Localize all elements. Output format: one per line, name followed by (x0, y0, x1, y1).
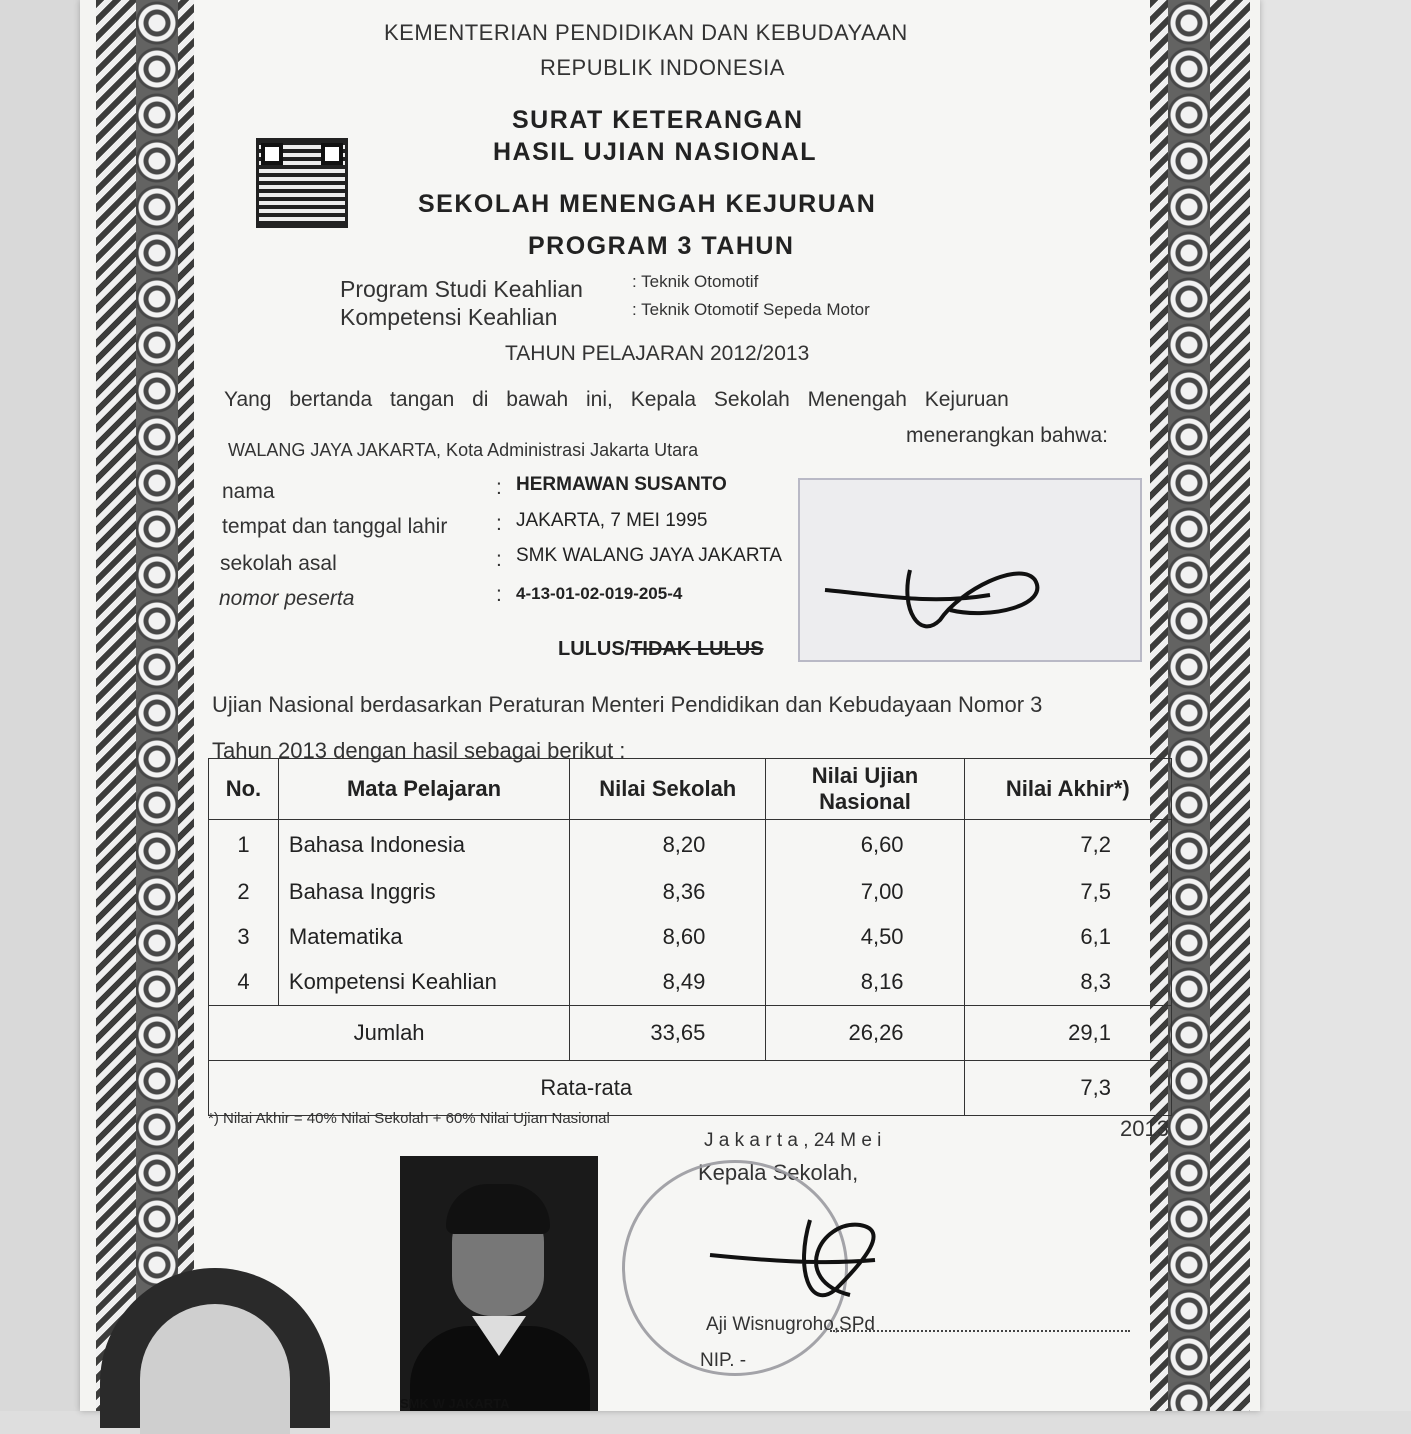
header-mapel: Mata Pelajaran (278, 759, 569, 820)
footnote: *) Nilai Akhir = 40% Nilai Sekolah + 60% Nilai Ujian Nasional (208, 1110, 610, 1127)
row-nilai-sekolah: 8,60 (570, 915, 766, 960)
signature-role: Kepala Sekolah, (698, 1160, 859, 1185)
row-mapel: Kompetensi Keahlian (278, 960, 569, 1006)
background-right (1250, 0, 1411, 1411)
status-lulus: LULUS/ (558, 638, 631, 660)
header-nilai-sekolah: Nilai Sekolah (570, 759, 766, 820)
jumlah-row (209, 1005, 1172, 1060)
status-tidak-lulus: TIDAK LULUS (630, 638, 764, 660)
jumlah-nilai-akhir: 29,1 (964, 1005, 1171, 1060)
table-row (209, 960, 1172, 1006)
document-title: SURAT KETERANGAN (512, 106, 804, 134)
statement-line-1: Yang bertanda tangan di bawah ini, Kepala Sekolah Menengah Kejuruan (224, 388, 1009, 411)
student-photo (400, 1156, 598, 1411)
row-nilai-sekolah: 8,49 (570, 960, 766, 1006)
headmaster-name: Aji Wisnugroho,SPd (706, 1314, 875, 1335)
row-nilai-un: 4,50 (766, 915, 964, 960)
header-nilai-akhir: Nilai Akhir*) (964, 759, 1171, 820)
ttl-label: tempat dan tanggal lahir (222, 515, 448, 538)
row-nilai-sekolah: 8,20 (570, 820, 766, 870)
school-year: TAHUN PELAJARAN 2012/2013 (505, 342, 810, 365)
statement-line-2-right: menerangkan bahwa: (906, 424, 1108, 447)
ttl-colon: : (496, 512, 502, 535)
row-nilai-un: 8,16 (766, 960, 964, 1006)
jumlah-nilai-sekolah: 33,65 (570, 1005, 766, 1060)
row-nilai-akhir: 6,1 (964, 915, 1171, 960)
header-nilai-un: Nilai Ujian Nasional (766, 759, 964, 820)
program-duration: PROGRAM 3 TAHUN (528, 232, 795, 260)
studi-label: Program Studi Keahlian (340, 276, 583, 302)
signature-scribble-icon (820, 550, 1060, 650)
ministry-name: KEMENTERIAN PENDIDIKAN DAN KEBUDAYAAN (384, 20, 908, 45)
signature-dotted-line (830, 1330, 1130, 1332)
rata-rata-label: Rata-rata (209, 1060, 965, 1115)
kompetensi-label: Kompetensi Keahlian (340, 304, 558, 330)
ornament-pattern (1168, 0, 1210, 1411)
basis-line-1: Ujian Nasional berdasarkan Peraturan Menteri Pendidikan dan Kebudayaan Nomor 3 (212, 692, 1043, 717)
signature-year: 2013 (1120, 1116, 1169, 1141)
row-no: 3 (209, 915, 279, 960)
jumlah-label: Jumlah (209, 1005, 570, 1060)
ornament-border-right (1150, 0, 1250, 1411)
place-date: J a k a r t a , 24 M e i (704, 1130, 882, 1151)
nomor-value: 4-13-01-02-019-205-4 (516, 584, 683, 603)
header-no: No. (209, 759, 279, 820)
nomor-colon: : (496, 583, 502, 606)
ttl-value: JAKARTA, 7 MEI 1995 (516, 510, 708, 531)
row-no: 2 (209, 870, 279, 915)
school-type: SEKOLAH MENENGAH KEJURUAN (418, 190, 877, 218)
rata-rata-row (209, 1060, 1172, 1115)
photo-hair (446, 1184, 550, 1234)
country-name: REPUBLIK INDONESIA (540, 55, 785, 80)
table-row (209, 820, 1172, 870)
row-nilai-akhir: 8,3 (964, 960, 1171, 1006)
ornament-border-left (96, 0, 194, 1411)
nama-colon: : (496, 476, 502, 499)
grades-table (208, 758, 1172, 1116)
qr-code-icon (256, 138, 348, 228)
row-mapel: Bahasa Indonesia (278, 820, 569, 870)
row-nilai-akhir: 7,2 (964, 820, 1171, 870)
row-mapel: Bahasa Inggris (278, 870, 569, 915)
seal-inner (140, 1304, 290, 1434)
basis-line-2: Tahun 2013 dengan hasil sebagai berikut : (212, 738, 626, 763)
photo-stamp-caption: SMK W JAKARTA (400, 1396, 510, 1411)
row-no: 1 (209, 820, 279, 870)
status-text (558, 638, 764, 661)
table-row (209, 915, 1172, 960)
sekolah-label: sekolah asal (220, 552, 337, 575)
sekolah-value: SMK WALANG JAYA JAKARTA (516, 545, 783, 566)
kompetensi-value: : Teknik Otomotif Sepeda Motor (632, 300, 870, 319)
nama-value: HERMAWAN SUSANTO (516, 474, 727, 495)
row-nilai-un: 7,00 (766, 870, 964, 915)
headmaster-signature-icon (700, 1210, 900, 1320)
studi-value: : Teknik Otomotif (632, 272, 759, 291)
row-mapel: Matematika (278, 915, 569, 960)
table-row (209, 870, 1172, 915)
rata-rata-nilai-akhir: 7,3 (964, 1060, 1171, 1115)
row-no: 4 (209, 960, 279, 1006)
row-nilai-akhir: 7,5 (964, 870, 1171, 915)
nama-label: nama (222, 480, 275, 503)
jumlah-nilai-un: 26,26 (766, 1005, 964, 1060)
sekolah-colon: : (496, 548, 502, 571)
row-nilai-sekolah: 8,36 (570, 870, 766, 915)
statement-line-2: WALANG JAYA JAKARTA, Kota Administrasi Jakarta Utara (228, 440, 699, 460)
table-header-row (209, 759, 1172, 820)
headmaster-nip: NIP. - (700, 1350, 747, 1371)
ornament-pattern (136, 0, 178, 1411)
row-nilai-un: 6,60 (766, 820, 964, 870)
nomor-label: nomor peserta (219, 587, 355, 610)
document-subtitle: HASIL UJIAN NASIONAL (493, 138, 818, 166)
